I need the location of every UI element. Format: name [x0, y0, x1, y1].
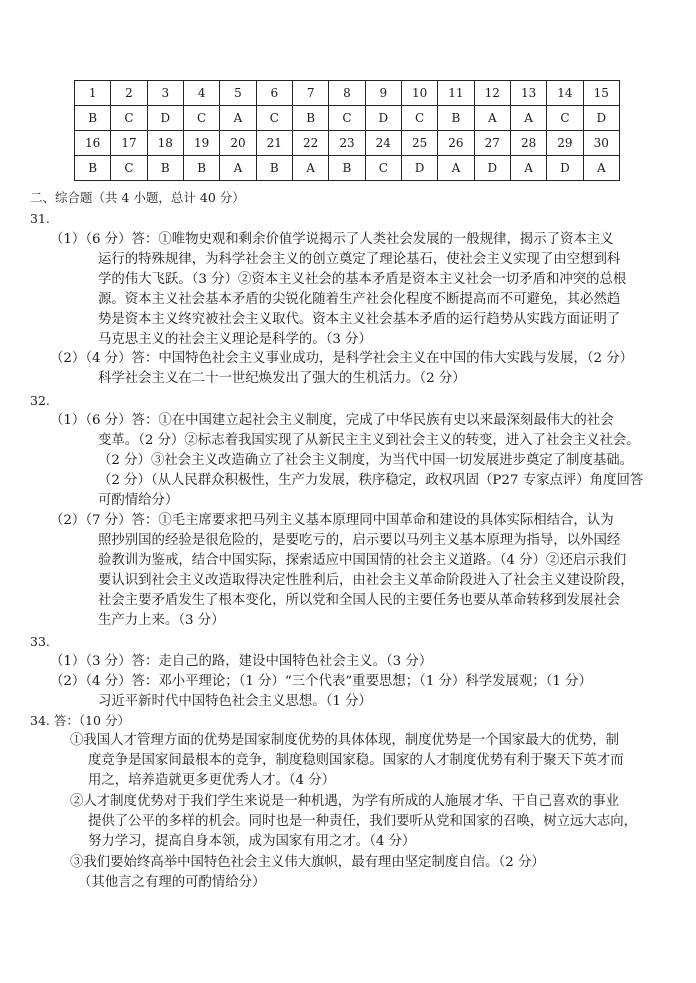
q32-p2-line: 要认识到社会主义改造取得决定性胜利后，由社会主义革命阶段进入了社会主义建设阶段，: [98, 573, 634, 588]
section-heading: 二、综合题（共 4 小题，总计 40 分）: [30, 190, 245, 205]
question-number-cell: 27: [474, 131, 510, 156]
q32-p2-line: 验教训为鉴戒，结合中国实际，探索适应中国国情的社会主义道路。（4 分）②还启示我们: [98, 553, 627, 568]
question-number-cell: 11: [438, 81, 474, 106]
question-number-cell: 30: [583, 131, 619, 156]
question-number-cell: 13: [510, 81, 546, 106]
q33-p2-line: 习近平新时代中国特色社会主义思想。（1 分）: [98, 694, 372, 709]
answer-cell: C: [256, 106, 292, 131]
q31-p2-line: 科学社会主义在二十一世纪焕发出了强大的生机活力。（2 分）: [98, 371, 466, 386]
question-number-cell: 29: [547, 131, 583, 156]
answer-table-row: [75, 131, 620, 156]
answer-cell: A: [220, 106, 256, 131]
question-number-cell: 1: [75, 81, 111, 106]
answer-cell: B: [147, 156, 183, 181]
q34-number: 34. 答：（10 分）: [30, 713, 130, 728]
answer-table: [74, 80, 620, 181]
q31-p1-line: 马克思主义的社会主义理论是科学的。（3 分）: [98, 332, 372, 347]
q32-p2-line: （2）（7 分）答：①毛主席要求把马列主义基本原理同中国革命和建设的具体实际相结合，认为: [50, 513, 614, 528]
q32-p1-line: （1）（6 分）答：①在中国建立起社会主义制度，完成了中华民族有史以来最深刻最伟大的社会: [50, 413, 614, 428]
question-number-cell: 12: [474, 81, 510, 106]
question-number-cell: 17: [111, 131, 147, 156]
q34-p1-line: 度竞争是国家间最根本的竞争，制度稳则国家稳。国家的人才制度优势有利于聚天下英才而: [88, 753, 624, 768]
answer-cell: D: [147, 106, 183, 131]
answer-cell: C: [401, 106, 437, 131]
question-number-cell: 14: [547, 81, 583, 106]
answer-cell: D: [401, 156, 437, 181]
answer-cell: C: [365, 156, 401, 181]
question-number-cell: 6: [256, 81, 292, 106]
question-number-cell: 7: [292, 81, 328, 106]
question-number-cell: 19: [183, 131, 219, 156]
q34-p3-line: ③我们要始终高举中国特色社会主义伟大旗帜，最有理由坚定制度自信。（2 分）: [70, 855, 545, 870]
q32-p1-line: 变革。（2 分）②标志着我国实现了从新民主主义到社会主义的转变，进入了社会主义社会。: [98, 433, 640, 448]
question-number-cell: 10: [401, 81, 437, 106]
question-number-cell: 5: [220, 81, 256, 106]
answer-table-row: [75, 106, 620, 131]
q33-p1-line: （1）（3 分）答：走自己的路，建设中国特色社会主义。（3 分）: [50, 654, 433, 669]
answer-cell: A: [510, 106, 546, 131]
q31-p1-line: 源。资本主义社会基本矛盾的尖锐化随着生产社会化程度不断提高而不可避免，其必然趋: [98, 292, 621, 307]
q32-p2-line: 社会主要矛盾发生了根本变化，所以党和全国人民的主要任务也要从革命转移到发展社会: [98, 593, 621, 608]
question-number-cell: 8: [329, 81, 365, 106]
answer-cell: A: [474, 106, 510, 131]
answer-cell: C: [111, 156, 147, 181]
answer-cell: B: [438, 106, 474, 131]
answer-table-row: [75, 81, 620, 106]
q31-p1-line: 势是资本主义终究被社会主义取代。资本主义社会基本矛盾的运行趋势从实践方面证明了: [98, 312, 621, 327]
q34-p2-line: 提供了公平的多样的机会。同时也是一种责任，我们要听从党和国家的召唤，树立远大志向，: [88, 814, 638, 829]
answer-cell: D: [365, 106, 401, 131]
answer-cell: A: [438, 156, 474, 181]
answer-cell: C: [183, 106, 219, 131]
question-number-cell: 9: [365, 81, 401, 106]
q32-p2-line: 照抄别国的经验是很危险的，是要吃亏的，启示要以马列主义基本原理为指导，以外国经: [98, 533, 621, 548]
q32-p1-line: 可酌情给分）: [98, 493, 179, 508]
question-number-cell: 24: [365, 131, 401, 156]
question-number-cell: 2: [111, 81, 147, 106]
answer-cell: D: [474, 156, 510, 181]
answer-cell: B: [75, 156, 111, 181]
q32-number: 32.: [30, 393, 50, 408]
q34-p1-line: ①我国人才管理方面的优势是国家制度优势的具体体现，制度优势是一个国家最大的优势，制: [70, 733, 620, 748]
answer-table-row: [75, 156, 620, 181]
question-number-cell: 4: [183, 81, 219, 106]
question-number-cell: 26: [438, 131, 474, 156]
q32-p2-line: 生产力上来。（3 分）: [98, 613, 225, 628]
question-number-cell: 23: [329, 131, 365, 156]
q31-p2-line: （2）（4 分）答：中国特色社会主义事业成功，是科学社会主义在中国的伟大实践与发展，（2 分）: [50, 351, 634, 366]
answer-cell: A: [220, 156, 256, 181]
question-number-cell: 22: [292, 131, 328, 156]
answer-cell: D: [583, 106, 619, 131]
q31-p1-line: 学的伟大飞跃。（3 分）②资本主义社会的基本矛盾是资本主义社会一切矛盾和冲突的总根: [98, 272, 627, 287]
answer-cell: B: [329, 156, 365, 181]
q31-p1-line: 运行的特殊规律，为科学社会主义的创立奠定了理论基石，使社会主义实现了由空想到科: [98, 252, 621, 267]
answer-cell: C: [547, 106, 583, 131]
answer-cell: A: [510, 156, 546, 181]
answer-cell: A: [583, 156, 619, 181]
q34-p1-line: 用之，培养造就更多更优秀人才。（4 分）: [88, 773, 336, 788]
question-number-cell: 21: [256, 131, 292, 156]
answer-cell: B: [292, 106, 328, 131]
question-number-cell: 15: [583, 81, 619, 106]
answer-cell: C: [111, 106, 147, 131]
q34-p2-line: 努力学习，提高自身本领，成为国家有用之才。（4 分）: [88, 834, 416, 849]
question-number-cell: 20: [220, 131, 256, 156]
q34-p2-line: ②人才制度优势对于我们学生来说是一种机遇，为学有所成的人施展才华、干自己喜欢的事业: [70, 794, 620, 809]
q33-p2-line: （2）（4 分）答：邓小平理论；（1 分）“三个代表”重要思想；（1 分）科学发展观；（1 分）: [50, 674, 592, 689]
question-number-cell: 28: [510, 131, 546, 156]
question-number-cell: 25: [401, 131, 437, 156]
q32-p1-line: （2 分）（从人民群众积极性，生产力发展，秩序稳定，政权巩固（P27 专家点评）角度回答: [98, 473, 644, 488]
answer-cell: B: [183, 156, 219, 181]
q31-p1-line: （1）（6 分）答：①唯物史观和剩余价值学说揭示了人类社会发展的一般规律，揭示了资本主义: [50, 232, 614, 247]
answer-cell: B: [256, 156, 292, 181]
question-number-cell: 18: [147, 131, 183, 156]
answer-cell: C: [329, 106, 365, 131]
q34-note: （其他言之有理的可酌情给分）: [78, 875, 266, 890]
question-number-cell: 3: [147, 81, 183, 106]
answer-cell: D: [547, 156, 583, 181]
q31-number: 31.: [30, 211, 50, 226]
answer-cell: A: [292, 156, 328, 181]
question-number-cell: 16: [75, 131, 111, 156]
q32-p1-line: （2 分）③社会主义改造确立了社会主义制度，为当代中国一切发展进步奠定了制度基础。: [98, 453, 634, 468]
answer-cell: B: [75, 106, 111, 131]
q33-number: 33.: [30, 634, 50, 649]
